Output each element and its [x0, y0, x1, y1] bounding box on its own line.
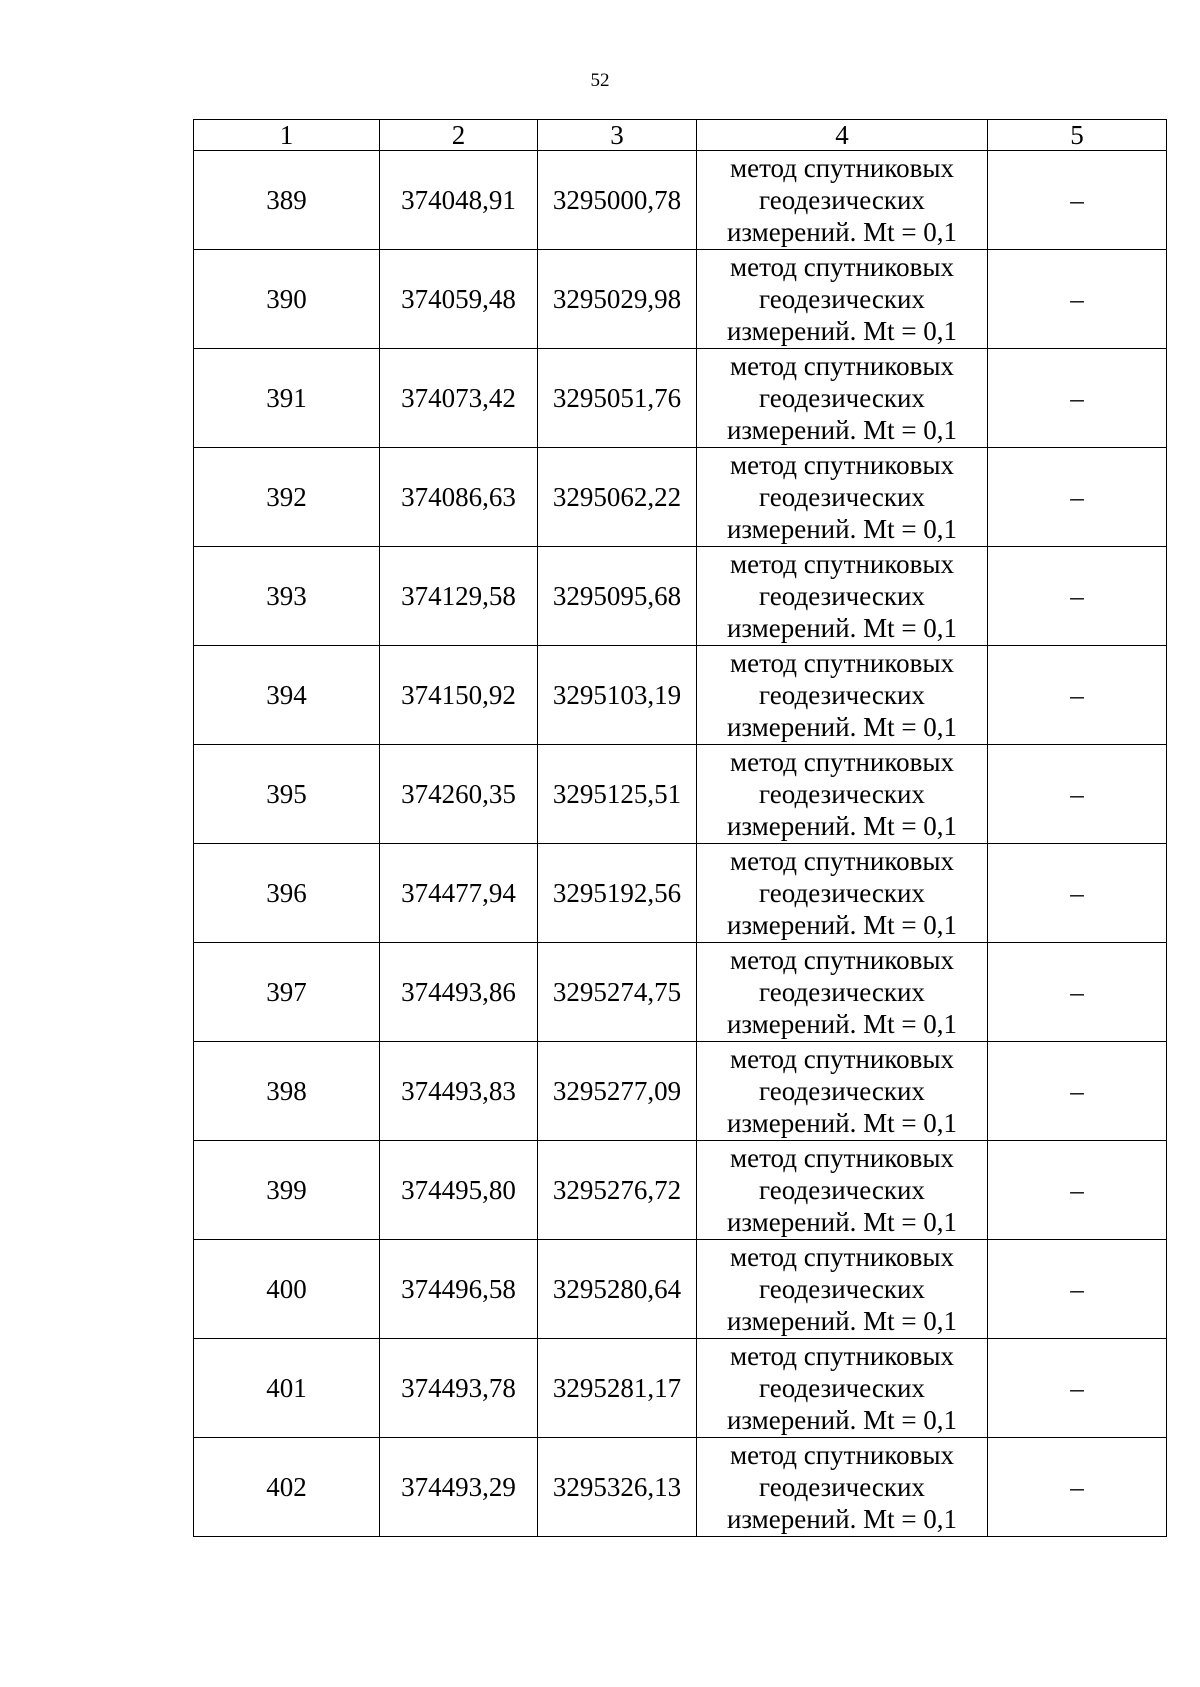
- point-number-cell: 396: [194, 844, 380, 943]
- method-line: метод спутниковых: [730, 648, 954, 678]
- table-row: [194, 646, 1167, 745]
- point-number-cell: 402: [194, 1438, 380, 1537]
- y-coordinate-cell: 3295280,64: [538, 1240, 697, 1339]
- x-coordinate-cell: 374129,58: [380, 547, 538, 646]
- header-col-5: 5: [988, 120, 1167, 151]
- method-cell: [697, 745, 988, 844]
- method-line: метод спутниковых: [730, 747, 954, 777]
- coordinates-table: [193, 119, 1167, 1537]
- method-line: метод спутниковых: [730, 1143, 954, 1173]
- x-coordinate-cell: 374496,58: [380, 1240, 538, 1339]
- note-cell: –: [988, 745, 1167, 844]
- point-number-cell: 389: [194, 151, 380, 250]
- x-coordinate-cell: 374059,48: [380, 250, 538, 349]
- table-row: [194, 1042, 1167, 1141]
- note-cell: –: [988, 547, 1167, 646]
- y-coordinate-cell: 3295277,09: [538, 1042, 697, 1141]
- table-row: [194, 844, 1167, 943]
- method-line: геодезических: [759, 878, 925, 908]
- method-text: [697, 746, 987, 842]
- method-line: метод спутниковых: [730, 351, 954, 381]
- method-text: [697, 1439, 987, 1535]
- method-text: [697, 548, 987, 644]
- method-cell: [697, 844, 988, 943]
- note-cell: –: [988, 250, 1167, 349]
- y-coordinate-cell: 3295276,72: [538, 1141, 697, 1240]
- method-line: геодезических: [759, 1274, 925, 1304]
- y-coordinate-cell: 3295000,78: [538, 151, 697, 250]
- note-cell: –: [988, 1240, 1167, 1339]
- method-cell: [697, 151, 988, 250]
- note-cell: –: [988, 151, 1167, 250]
- note-cell: –: [988, 349, 1167, 448]
- method-line: измерений. Mt = 0,1: [726, 1108, 958, 1138]
- note-cell: –: [988, 1042, 1167, 1141]
- method-line: геодезических: [759, 185, 925, 215]
- method-line: метод спутниковых: [730, 945, 954, 975]
- table-row: [194, 1339, 1167, 1438]
- method-line: геодезических: [759, 1373, 925, 1403]
- method-cell: [697, 943, 988, 1042]
- method-line: метод спутниковых: [730, 252, 954, 282]
- method-line: геодезических: [759, 977, 925, 1007]
- method-cell: [697, 250, 988, 349]
- point-number-cell: 401: [194, 1339, 380, 1438]
- method-line: метод спутниковых: [730, 1242, 954, 1272]
- table-row: [194, 1240, 1167, 1339]
- point-number-cell: 398: [194, 1042, 380, 1141]
- note-cell: –: [988, 1339, 1167, 1438]
- method-line: геодезических: [759, 680, 925, 710]
- x-coordinate-cell: 374073,42: [380, 349, 538, 448]
- method-line: измерений. Mt = 0,1: [726, 316, 958, 346]
- header-col-2: 2: [380, 120, 538, 151]
- method-line: метод спутниковых: [730, 1044, 954, 1074]
- x-coordinate-cell: 374493,86: [380, 943, 538, 1042]
- method-line: измерений. Mt = 0,1: [726, 712, 958, 742]
- method-line: измерений. Mt = 0,1: [726, 811, 958, 841]
- x-coordinate-cell: 374260,35: [380, 745, 538, 844]
- y-coordinate-cell: 3295103,19: [538, 646, 697, 745]
- method-text: [697, 1241, 987, 1337]
- method-text: [697, 845, 987, 941]
- point-number-cell: 392: [194, 448, 380, 547]
- x-coordinate-cell: 374493,78: [380, 1339, 538, 1438]
- method-line: измерений. Mt = 0,1: [726, 613, 958, 643]
- header-col-3: 3: [538, 120, 697, 151]
- method-cell: [697, 1141, 988, 1240]
- header-col-1: 1: [194, 120, 380, 151]
- y-coordinate-cell: 3295281,17: [538, 1339, 697, 1438]
- method-line: измерений. Mt = 0,1: [726, 217, 958, 247]
- table-row: [194, 547, 1167, 646]
- table-row: [194, 349, 1167, 448]
- page-number: 52: [590, 70, 610, 91]
- note-cell: –: [988, 1438, 1167, 1537]
- y-coordinate-cell: 3295062,22: [538, 448, 697, 547]
- y-coordinate-cell: 3295051,76: [538, 349, 697, 448]
- method-line: измерений. Mt = 0,1: [726, 1009, 958, 1039]
- method-line: измерений. Mt = 0,1: [726, 514, 958, 544]
- method-line: геодезических: [759, 284, 925, 314]
- x-coordinate-cell: 374086,63: [380, 448, 538, 547]
- method-line: измерений. Mt = 0,1: [726, 1306, 958, 1336]
- x-coordinate-cell: 374477,94: [380, 844, 538, 943]
- method-cell: [697, 1240, 988, 1339]
- point-number-cell: 395: [194, 745, 380, 844]
- point-number-cell: 400: [194, 1240, 380, 1339]
- method-line: измерений. Mt = 0,1: [726, 415, 958, 445]
- method-line: геодезических: [759, 1472, 925, 1502]
- table-row: [194, 745, 1167, 844]
- table-row: [194, 943, 1167, 1042]
- y-coordinate-cell: 3295326,13: [538, 1438, 697, 1537]
- method-text: [697, 1142, 987, 1238]
- method-line: геодезических: [759, 1175, 925, 1205]
- y-coordinate-cell: 3295095,68: [538, 547, 697, 646]
- point-number-cell: 394: [194, 646, 380, 745]
- method-line: метод спутниковых: [730, 1341, 954, 1371]
- method-cell: [697, 646, 988, 745]
- x-coordinate-cell: 374493,83: [380, 1042, 538, 1141]
- method-line: измерений. Mt = 0,1: [726, 1504, 958, 1534]
- y-coordinate-cell: 3295125,51: [538, 745, 697, 844]
- table-body: [194, 151, 1167, 1537]
- table-row: [194, 250, 1167, 349]
- method-text: [697, 1340, 987, 1436]
- table-row: [194, 151, 1167, 250]
- header-row: [194, 120, 1167, 151]
- x-coordinate-cell: 374493,29: [380, 1438, 538, 1537]
- note-cell: –: [988, 448, 1167, 547]
- point-number-cell: 399: [194, 1141, 380, 1240]
- method-text: [697, 449, 987, 545]
- method-line: метод спутниковых: [730, 549, 954, 579]
- method-cell: [697, 1438, 988, 1537]
- note-cell: –: [988, 943, 1167, 1042]
- y-coordinate-cell: 3295029,98: [538, 250, 697, 349]
- table-header: [194, 120, 1167, 151]
- method-line: метод спутниковых: [730, 450, 954, 480]
- table-row: [194, 448, 1167, 547]
- method-cell: [697, 1042, 988, 1141]
- method-cell: [697, 1339, 988, 1438]
- method-text: [697, 647, 987, 743]
- x-coordinate-cell: 374048,91: [380, 151, 538, 250]
- point-number-cell: 391: [194, 349, 380, 448]
- method-line: геодезических: [759, 779, 925, 809]
- method-text: [697, 350, 987, 446]
- method-line: геодезических: [759, 1076, 925, 1106]
- x-coordinate-cell: 374495,80: [380, 1141, 538, 1240]
- note-cell: –: [988, 646, 1167, 745]
- method-line: геодезических: [759, 581, 925, 611]
- method-cell: [697, 448, 988, 547]
- table-row: [194, 1438, 1167, 1537]
- point-number-cell: 397: [194, 943, 380, 1042]
- y-coordinate-cell: 3295274,75: [538, 943, 697, 1042]
- note-cell: –: [988, 1141, 1167, 1240]
- x-coordinate-cell: 374150,92: [380, 646, 538, 745]
- method-text: [697, 251, 987, 347]
- method-line: измерений. Mt = 0,1: [726, 1207, 958, 1237]
- method-text: [697, 944, 987, 1040]
- table-row: [194, 1141, 1167, 1240]
- y-coordinate-cell: 3295192,56: [538, 844, 697, 943]
- method-text: [697, 152, 987, 248]
- method-line: геодезических: [759, 482, 925, 512]
- method-line: измерений. Mt = 0,1: [726, 1405, 958, 1435]
- method-line: метод спутниковых: [730, 153, 954, 183]
- method-line: метод спутниковых: [730, 1440, 954, 1470]
- method-text: [697, 1043, 987, 1139]
- point-number-cell: 393: [194, 547, 380, 646]
- method-line: метод спутниковых: [730, 846, 954, 876]
- method-line: измерений. Mt = 0,1: [726, 910, 958, 940]
- note-cell: –: [988, 844, 1167, 943]
- header-col-4: 4: [697, 120, 988, 151]
- method-cell: [697, 349, 988, 448]
- method-line: геодезических: [759, 383, 925, 413]
- method-cell: [697, 547, 988, 646]
- point-number-cell: 390: [194, 250, 380, 349]
